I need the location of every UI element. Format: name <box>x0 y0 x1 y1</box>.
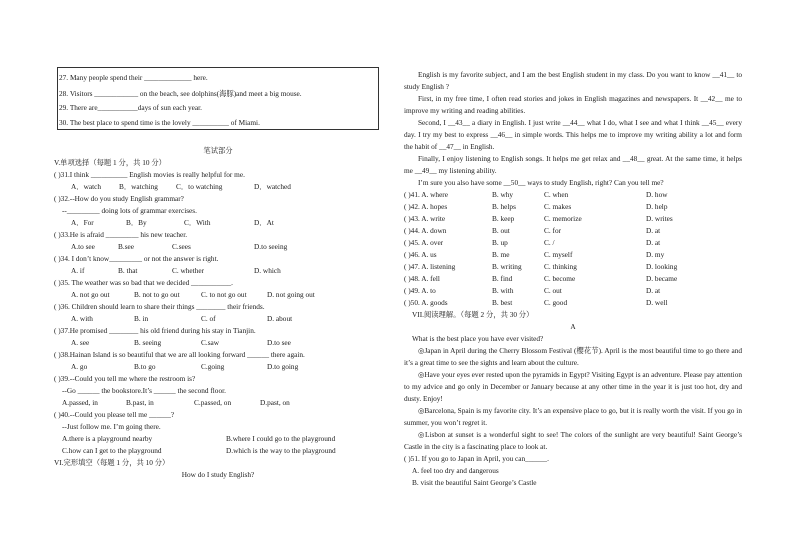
option: B.where I could go to the playground <box>226 434 336 443</box>
option: B．watching <box>119 182 158 191</box>
option: A. see <box>71 338 90 347</box>
option: B. seeing <box>134 338 162 347</box>
option: D.past, on <box>260 398 290 407</box>
cloze-option: B. why <box>492 190 514 199</box>
cloze-option: B. up <box>492 238 508 247</box>
option: B．By <box>126 218 147 227</box>
question-51: ( )51. If you go to Japan in April, you can______. <box>404 454 549 463</box>
option: B. that <box>118 266 138 275</box>
cloze-option: ( )49. A. to <box>404 286 436 295</box>
cloze-option: B. keep <box>492 214 515 223</box>
option: D. which <box>254 266 281 275</box>
section-7-title: VII.阅读理解。（每题 2 分，共 30 分） <box>412 310 534 319</box>
question-39-line-2: --Go ______ the bookstore.It’s ______ the second floor. <box>62 386 226 395</box>
cloze-option: C. become <box>544 274 576 283</box>
cloze-option: ( )47. A. listening <box>404 262 456 271</box>
question-36: ( )36. Children should learn to share their things ________ their friends. <box>54 302 265 311</box>
cloze-option: C. myself <box>544 250 573 259</box>
cloze-option: C. memorize <box>544 214 582 223</box>
reading-paragraph: ◎Barcelona, Spain is my favorite city. It’s an expensive place to go, but it is really worth the visit. If you go in summer, you won’t regret it. <box>404 406 742 427</box>
cloze-passage <box>404 69 742 189</box>
cloze-option: C. when <box>544 190 569 199</box>
cloze-option: ( )46. A. us <box>404 250 437 259</box>
cloze-option: C. out <box>544 286 562 295</box>
reading-a-label: A <box>570 322 576 331</box>
option: B.past, in <box>126 398 154 407</box>
cloze-option: B. helps <box>492 202 516 211</box>
option: D. about <box>267 314 293 323</box>
cloze-option: D. my <box>646 250 665 259</box>
passage-paragraph: I’m sure you also have some __50__ ways to study English, right? Can you tell me? <box>418 178 664 187</box>
option: A. not go out <box>71 290 110 299</box>
section-6-title: VI.完形填空（每题 1 分，共 10 分） <box>54 458 170 467</box>
cloze-option: D. became <box>646 274 678 283</box>
cloze-option: C. makes <box>544 202 572 211</box>
option: B.to go <box>134 362 156 371</box>
cloze-option: B. me <box>492 250 510 259</box>
option: C. whether <box>172 266 205 275</box>
option: D．watched <box>254 182 291 191</box>
question-38: ( )38.Hainan Island is so beautiful that we are all looking forward ______ there again. <box>54 350 305 359</box>
option: B. in <box>134 314 149 323</box>
option: C.saw <box>201 338 220 347</box>
cloze-option: D. at <box>646 286 661 295</box>
cloze-option: D. at <box>646 238 661 247</box>
cloze-option: ( )48. A. fell <box>404 274 440 283</box>
passage-paragraph: Second, I __43__ a diary in English. I just write __44__ what I do, what I see and what I think __45__ every day. I try my best to express __46__ in simple words. This helps me to improve my writing ability a lot and form the habit of __47__ in English. <box>404 118 742 151</box>
question-32: ( )32.--How do you study English grammar? <box>54 194 184 203</box>
cloze-option: B. with <box>492 286 514 295</box>
cloze-option: ( )42. A. hopes <box>404 202 448 211</box>
question-30: 30. The best place to spend time is the lovely __________ of Miami. <box>59 118 260 127</box>
option: C.going <box>201 362 225 371</box>
option: A.passed, in <box>62 398 98 407</box>
cloze-option: D. help <box>646 202 668 211</box>
option: A. feel too dry and dangerous <box>412 466 499 475</box>
reading-paragraph: ◎Have your eyes ever rested upon the pyramids in Egypt? Visiting Egypt is an adventure. Please pay attention to my advice and go only in December or January because at any other time in the year it is just too hot, dry and dusty. Enjoy! <box>404 370 742 403</box>
option: D.which is the way to the playground <box>226 446 336 455</box>
option: C．With <box>184 218 211 227</box>
reading-paragraph: ◎Lisbon at sunset is a wonderful sight to see! The colors of the sunlight are very beautiful! Saint George’s Castle in the city is a fascinating place to look at. <box>404 430 742 451</box>
cloze-title: How do I study English? <box>181 470 255 479</box>
reading-question: What is the best place you have ever visited? <box>412 334 544 343</box>
question-34: ( )34. I don’t know_________ or not the answer is right. <box>54 254 219 263</box>
written-section-title: 笔试部分 <box>203 146 233 155</box>
option: C．to watching <box>176 182 223 191</box>
question-32-line-2: --_________ doing lots of grammar exercises. <box>62 206 197 215</box>
reading-passage <box>404 345 742 453</box>
passage-paragraph: Finally, I enjoy listening to English songs. It helps me get relax and __48__ great. At the same time, it helps me __49__ my listening ability. <box>404 154 742 175</box>
option: D.to going <box>267 362 299 371</box>
question-37: ( )37.He promised ________ his old friend during his stay in Tianjin. <box>54 326 256 335</box>
option: C.sees <box>172 242 191 251</box>
reading-paragraph: ◎Japan in April during the Cherry Blossom Festival (樱花节). April is the most beautiful time to go there and it’s a great time to see the sights and learn about the culture. <box>404 346 742 367</box>
question-40: ( )40.--Could you please tell me ______? <box>54 410 175 419</box>
option: A．watch <box>71 182 101 191</box>
option: A. go <box>71 362 88 371</box>
option: D.to see <box>267 338 291 347</box>
cloze-option: C. for <box>544 226 562 235</box>
cloze-option: ( )44. A. down <box>404 226 447 235</box>
option: B. not to go out <box>134 290 180 299</box>
cloze-option: D. well <box>646 298 668 307</box>
question-27: 27. Many people spend their _____________ here. <box>59 73 208 82</box>
option: C.passed, on <box>194 398 232 407</box>
question-40-line-2: --Just follow me. I’m going there. <box>62 422 161 431</box>
cloze-option: ( )50. A. goods <box>404 298 448 307</box>
option: B.see <box>118 242 135 251</box>
question-33: ( )33.He is afraid _________ his new teacher. <box>54 230 188 239</box>
question-39: ( )39.--Could you tell me where the restroom is? <box>54 374 196 383</box>
question-28: 28. Visitors ____________ on the beach, see dolphins(海豚)and meet a big mouse. <box>59 89 302 98</box>
cloze-option: B. out <box>492 226 510 235</box>
cloze-option: D. looking <box>646 262 678 271</box>
question-31: ( )31.I think __________ English movies is really helpful for me. <box>54 170 245 179</box>
cloze-option: C. thinking <box>544 262 577 271</box>
passage-paragraph: English is my favorite subject, and I am the best English student in my class. Do you want to know __41__ to study English ? <box>404 70 742 91</box>
cloze-option: C. / <box>544 238 555 247</box>
cloze-option: B. best <box>492 298 513 307</box>
option: C. to not go out <box>201 290 247 299</box>
question-29: 29. There are___________days of sun each year. <box>59 103 202 112</box>
question-35: ( )35. The weather was so bad that we decided ___________. <box>54 278 233 287</box>
cloze-option: D. at <box>646 226 661 235</box>
cloze-option: D. writes <box>646 214 673 223</box>
option: D.to seeing <box>254 242 288 251</box>
option: B. visit the beautiful Saint George’s Castle <box>412 478 537 487</box>
option: A. with <box>71 314 93 323</box>
option: A. if <box>71 266 85 275</box>
option: A.to see <box>71 242 95 251</box>
option: D. not going out <box>267 290 315 299</box>
cloze-option: ( )43. A. write <box>404 214 446 223</box>
passage-paragraph: First, in my free time, I often read stories and jokes in English magazines and newspapers. It __42__ me to improve my writing and reading abilities. <box>404 94 742 115</box>
cloze-option: B. writing <box>492 262 522 271</box>
option: D．At <box>254 218 274 227</box>
cloze-option: ( )45. A. over <box>404 238 444 247</box>
cloze-option: B. find <box>492 274 513 283</box>
section-5-title: V.单项选择（每题 1 分，共 10 分） <box>54 158 166 167</box>
cloze-option: ( )41. A. where <box>404 190 448 199</box>
option: C.how can I get to the playground <box>62 446 162 455</box>
cloze-option: D. how <box>646 190 668 199</box>
cloze-option: C. good <box>544 298 568 307</box>
option: A．For <box>71 218 94 227</box>
option: A.there is a playground nearby <box>62 434 153 443</box>
option: C. of <box>201 314 216 323</box>
